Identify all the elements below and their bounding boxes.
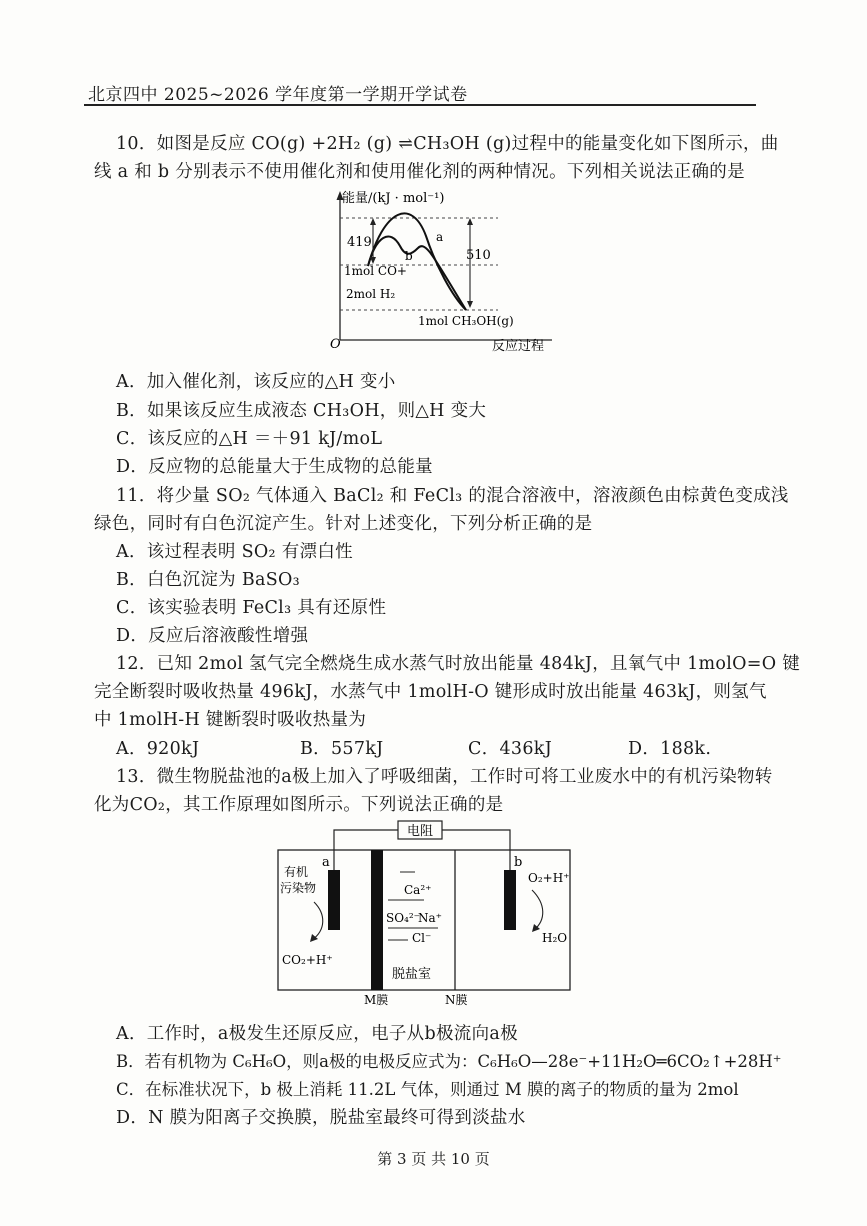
q10-reactant-line-2: 2mol H₂ xyxy=(346,287,396,301)
q13-ion-ca: Ca²⁺ xyxy=(404,883,432,897)
q13-option-a: A．工作时，a极发生还原反应，电子从b极流向a极 xyxy=(116,1024,518,1044)
q13-left-top-line-2: 污染物 xyxy=(280,881,317,895)
q10-curve-a-label: a xyxy=(436,230,444,244)
q12-option-c: C．436kJ xyxy=(468,739,553,759)
q13-electrode-a-label: a xyxy=(322,855,330,870)
q10-stem-line-2: 线 a 和 b 分别表示不使用催化剂和使用催化剂的两种情况。下列相关说法正确的是 xyxy=(94,162,745,182)
q12-option-a: A．920kJ xyxy=(116,739,200,759)
q12-stem-line-2: 完全断裂时吸收热量 496kJ，水蒸气中 1molH-O 键形成时放出能量 463kJ，则氢气 xyxy=(94,682,767,702)
page-number-footer: 第 3 页 共 10 页 xyxy=(377,1150,490,1168)
q13-stem-line-1: 13．微生物脱盐池的a极上加入了呼吸细菌，工作时可将工业废水中的有机污染物转 xyxy=(116,767,773,787)
q10-option-c: C．该反应的△H ＝＋91 kJ/moL xyxy=(116,429,383,449)
q13-ion-cl: Cl⁻ xyxy=(412,931,432,945)
q10-label-510: 510 xyxy=(466,248,491,263)
q12-option-b: B．557kJ xyxy=(300,739,384,759)
header-rule xyxy=(84,104,756,106)
q10-stem-line-1: 10．如图是反应 CO(g) +2H₂ (g) ⇌CH₃OH (g)过程中的能量变化如下图所示，曲 xyxy=(116,134,779,154)
q13-resistor-label: 电阻 xyxy=(406,824,434,839)
q13-option-b: B．若有机物为 C₆H₆O，则a极的电极反应式为：C₆H₆O—28e⁻+11H₂O═6CO₂↑+28H⁺ xyxy=(116,1052,782,1071)
q10-option-b: B．如果该反应生成液态 CH₃OH，则△H 变大 xyxy=(116,401,487,421)
q13-chamber-label: 脱盐室 xyxy=(392,967,432,982)
q11-option-c: C．该实验表明 FeCl₃ 具有还原性 xyxy=(116,598,387,618)
q10-product-label: 1mol CH₃OH(g) xyxy=(418,314,514,328)
q10-reactant-line-1: 1mol CO+ xyxy=(344,264,407,278)
q10-option-d: D．反应物的总能量大于生成物的总能量 xyxy=(116,457,433,477)
q10-xlabel: 反应过程 xyxy=(492,339,545,354)
q11-option-a: A．该过程表明 SO₂ 有漂白性 xyxy=(116,542,353,562)
q12-option-d: D．188k. xyxy=(628,739,712,759)
q13-option-d: D．N 膜为阳离子交换膜，脱盐室最终可得到淡盐水 xyxy=(116,1108,526,1128)
page-header-title: 北京四中 2025~2026 学年度第一学期开学试卷 xyxy=(88,85,468,105)
q13-ion-na: Na⁺ xyxy=(418,911,442,925)
q13-desalination-diagram xyxy=(270,818,580,1008)
q10-energy-diagram xyxy=(320,188,560,356)
q13-stem-line-2: 化为CO₂，其工作原理如图所示。下列说法正确的是 xyxy=(94,795,504,815)
q12-stem-line-1: 12．已知 2mol 氢气完全燃烧生成水蒸气时放出能量 484kJ，且氧气中 1molO=O 键 xyxy=(116,654,801,674)
q11-option-d: D．反应后溶液酸性增强 xyxy=(116,626,309,646)
q10-option-a: A．加入催化剂，该反应的△H 变小 xyxy=(116,372,396,392)
q13-electrode-b-label: b xyxy=(514,855,523,870)
q11-stem-line-2: 绿色，同时有白色沉淀产生。针对上述变化，下列分析正确的是 xyxy=(94,514,593,534)
q13-option-c: C．在标准状况下，b 极上消耗 11.2L 气体，则通过 M 膜的离子的物质的量为 2mol xyxy=(116,1080,739,1099)
q13-left-bottom-label: CO₂+H⁺ xyxy=(282,953,333,967)
q12-stem-line-3: 中 1molH-H 键断裂时吸收热量为 xyxy=(94,710,367,730)
q10-curve-b-label: b xyxy=(405,249,413,263)
q10-ylabel: 能量/(kJ · mol⁻¹) xyxy=(342,191,445,206)
q13-ion-so4: SO₄²⁻ xyxy=(386,911,421,925)
q11-option-b: B．白色沉淀为 BaSO₃ xyxy=(116,570,300,590)
q13-membrane-m-label: M膜 xyxy=(364,993,389,1007)
q13-right-bottom-label: H₂O xyxy=(542,931,568,945)
q10-origin-label: O xyxy=(330,337,341,352)
q13-left-top-line-1: 有机 xyxy=(284,865,309,879)
q13-right-top-label: O₂+H⁺ xyxy=(528,871,570,885)
q10-label-419: 419 xyxy=(347,235,372,250)
q13-membrane-n-label: N膜 xyxy=(445,993,468,1007)
q11-stem-line-1: 11．将少量 SO₂ 气体通入 BaCl₂ 和 FeCl₃ 的混合溶液中，溶液颜色由棕黄色变成浅 xyxy=(116,486,789,506)
